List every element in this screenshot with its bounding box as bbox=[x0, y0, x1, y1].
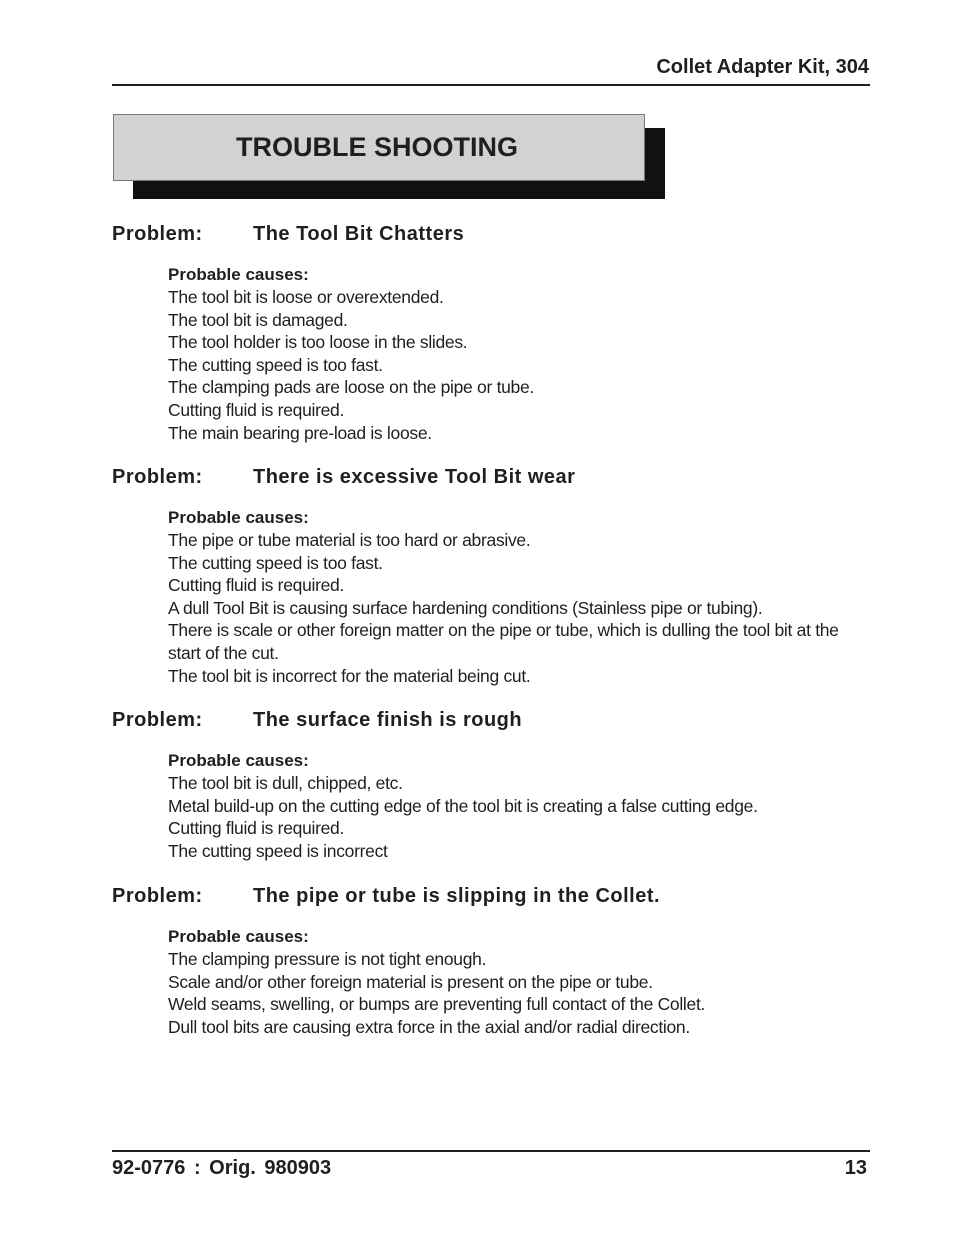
cause-item: The clamping pads are loose on the pipe or tube. bbox=[168, 377, 534, 398]
problem-title: There is excessive Tool Bit wear bbox=[253, 466, 576, 488]
cause-item: The tool bit is loose or overextended. bbox=[168, 287, 444, 307]
page-title: TROUBLE SHOOTING bbox=[236, 132, 518, 162]
problem-label: Problem: bbox=[112, 223, 203, 245]
cause-item: Dull tool bits are causing extra force in the axial and/or radial direction. bbox=[168, 1016, 690, 1037]
cause-item: There is scale or other foreign matter on the pipe or tube, which is dulling the tool bit at the start of the cut. bbox=[168, 620, 839, 663]
problem-heading bbox=[112, 464, 870, 490]
problem-heading bbox=[112, 221, 870, 247]
problem-title: The surface finish is rough bbox=[253, 709, 523, 731]
problem-heading bbox=[112, 883, 870, 909]
problem-section-1 bbox=[112, 221, 870, 444]
cause-item: Metal build-up on the cutting edge of the tool bit is creating a false cutting edge. bbox=[168, 795, 758, 816]
cause-item: The tool holder is too loose in the slides. bbox=[168, 332, 468, 353]
page-number: 13 bbox=[844, 1157, 867, 1179]
problem-section-3 bbox=[112, 707, 870, 862]
doc-number: 92-0776 : Orig. 980903 bbox=[112, 1157, 332, 1179]
header-rule bbox=[112, 84, 870, 86]
causes-label: Probable causes: bbox=[168, 508, 309, 527]
problem-title: The pipe or tube is slipping in the Collet. bbox=[253, 885, 661, 907]
header-title: Collet Adapter Kit, 304 bbox=[656, 56, 869, 78]
cause-item: The tool bit is incorrect for the material being cut. bbox=[168, 665, 531, 686]
causes-block bbox=[168, 264, 870, 444]
problem-label: Problem: bbox=[112, 466, 203, 488]
problem-label: Problem: bbox=[112, 885, 203, 907]
problem-title: The Tool Bit Chatters bbox=[253, 223, 465, 245]
cause-item: The cutting speed is incorrect bbox=[168, 840, 388, 861]
cause-item: Cutting fluid is required. bbox=[168, 399, 345, 420]
cause-item: Cutting fluid is required. bbox=[168, 818, 345, 839]
causes-block bbox=[168, 926, 870, 1038]
causes-label: Probable causes: bbox=[168, 927, 309, 946]
cause-item: The pipe or tube material is too hard or abrasive. bbox=[168, 530, 531, 550]
cause-item: The cutting speed is too fast. bbox=[168, 354, 383, 375]
cause-item: The clamping pressure is not tight enough. bbox=[168, 949, 487, 969]
problem-section-2 bbox=[112, 464, 870, 687]
cause-item: The tool bit is damaged. bbox=[168, 309, 348, 330]
problem-label: Problem: bbox=[112, 709, 203, 731]
footer-rule bbox=[112, 1150, 870, 1152]
cause-item: The cutting speed is too fast. bbox=[168, 552, 383, 573]
cause-item: Cutting fluid is required. bbox=[168, 575, 345, 596]
banner-box bbox=[113, 114, 645, 181]
cause-item: Weld seams, swelling, or bumps are preventing full contact of the Collet. bbox=[168, 994, 706, 1015]
cause-item: The main bearing pre-load is loose. bbox=[168, 422, 432, 443]
causes-block bbox=[168, 750, 870, 862]
causes-label: Probable causes: bbox=[168, 265, 309, 284]
cause-item: The tool bit is dull, chipped, etc. bbox=[168, 773, 403, 793]
problem-section-4 bbox=[112, 883, 870, 1038]
banner-bevel bbox=[645, 114, 665, 128]
causes-block bbox=[168, 507, 870, 687]
problem-heading bbox=[112, 707, 870, 733]
cause-item: Scale and/or other foreign material is present on the pipe or tube. bbox=[168, 971, 653, 992]
causes-label: Probable causes: bbox=[168, 751, 309, 770]
cause-item: A dull Tool Bit is causing surface hardening conditions (Stainless pipe or tubing). bbox=[168, 597, 763, 618]
